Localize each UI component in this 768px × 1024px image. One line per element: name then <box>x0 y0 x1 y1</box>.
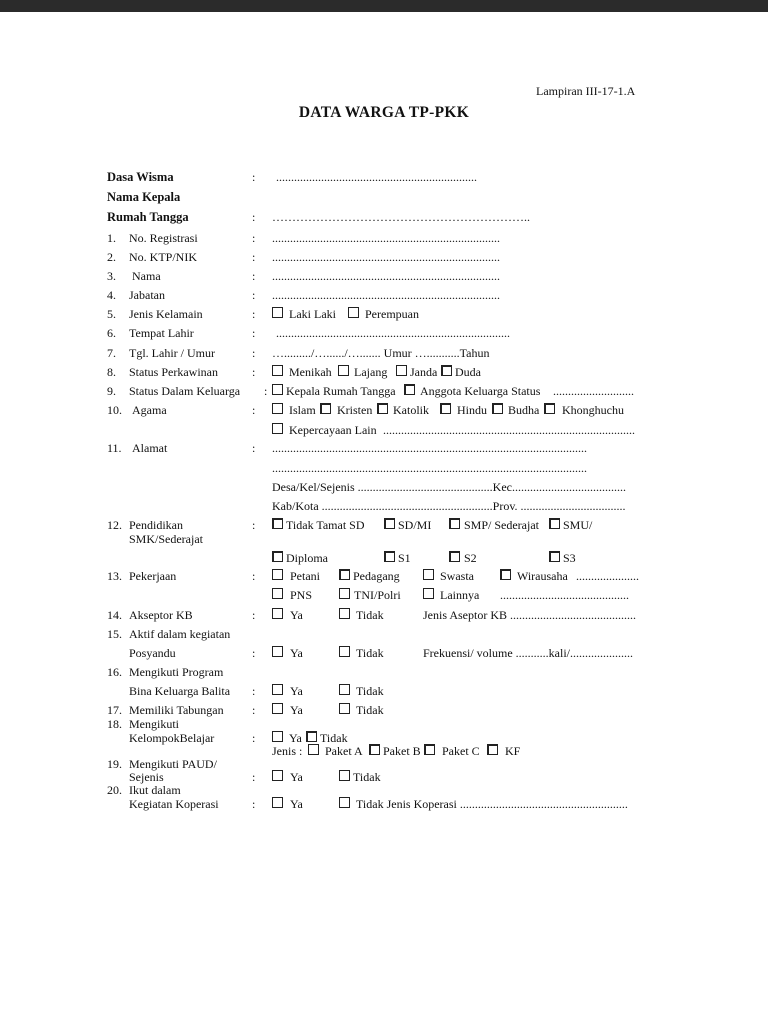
colon: : <box>252 365 256 379</box>
label-ikut-dalam: Ikut dalam <box>129 783 181 797</box>
option-label: Khonghuchu <box>562 403 624 417</box>
tidak-tamat-sd-checkbox[interactable] <box>272 518 283 529</box>
option-label: Kristen <box>337 403 373 417</box>
item-number: 3. <box>107 269 116 283</box>
item-number: 16. <box>107 665 122 679</box>
label-agama: Agama <box>132 403 167 417</box>
jenis-label: Jenis : <box>272 744 303 758</box>
item-number: 13. <box>107 569 122 583</box>
perempuan-checkbox[interactable] <box>348 307 359 318</box>
item-number: 9. <box>107 384 116 398</box>
option-label: Menikah <box>289 365 332 379</box>
colon: : <box>252 403 256 417</box>
page-title: DATA WARGA TP-PKK <box>298 104 470 121</box>
tabungan-ya-checkbox[interactable] <box>272 703 283 714</box>
colon: : <box>252 170 256 184</box>
colon: : <box>252 250 256 264</box>
colon: : <box>252 210 256 224</box>
option-label: Tidak <box>356 646 384 660</box>
tabungan-tidak-checkbox[interactable] <box>339 703 350 714</box>
posyandu-ya-checkbox[interactable] <box>272 646 283 657</box>
s3-checkbox[interactable] <box>549 551 560 562</box>
paud-tidak-checkbox[interactable] <box>339 770 350 781</box>
colon: : <box>252 569 256 583</box>
option-label: Janda <box>410 365 438 379</box>
option-label: PNS <box>290 588 313 602</box>
kab-prov-field[interactable]: Kab/Kota .........................................................Prov. ................................... <box>272 499 626 513</box>
colon: : <box>252 703 256 717</box>
option-label: S1 <box>398 551 411 565</box>
akseptor-ya-checkbox[interactable] <box>272 608 283 619</box>
option-label: Swasta <box>440 569 474 583</box>
item-number: 4. <box>107 288 116 302</box>
option-label: SD/MI <box>398 518 432 532</box>
item-number: 10. <box>107 403 122 417</box>
colon: : <box>252 269 256 283</box>
option-label: Lajang <box>354 365 388 379</box>
option-label: SMP/ Sederajat <box>464 518 539 532</box>
janda-checkbox-box[interactable] <box>396 365 407 376</box>
option-label: TNI/Polri <box>354 588 401 602</box>
paket-c-checkbox[interactable] <box>424 744 435 755</box>
option-label: Tidak <box>353 770 381 784</box>
islam-checkbox[interactable] <box>272 403 283 414</box>
alamat-line-2-field[interactable]: ......................................................................................................... <box>272 461 587 475</box>
duda-checkbox[interactable] <box>441 365 452 376</box>
item-number: 18. <box>107 717 122 731</box>
item-number: 8. <box>107 365 116 379</box>
label-posyandu: Posyandu <box>129 646 176 660</box>
label-no-registrasi: No. Registrasi <box>129 231 198 245</box>
alamat-line-1-field[interactable]: ......................................................................................................... <box>272 441 587 455</box>
label-pendidikan: Pendidikan <box>129 518 183 532</box>
item-number: 17. <box>107 703 122 717</box>
no-registrasi-field[interactable]: ............................................................................ <box>272 231 500 245</box>
colon: : <box>252 326 256 340</box>
option-label: Ya <box>290 797 303 811</box>
colon: : <box>252 231 256 245</box>
diploma-checkbox[interactable] <box>272 551 283 562</box>
colon: : <box>252 346 256 360</box>
option-label: Anggota Keluarga Status <box>420 384 541 398</box>
option-label: Kepala Rumah Tangga <box>286 384 396 398</box>
label-tempat-lahir: Tempat Lahir <box>129 326 194 340</box>
kelompok-ya-checkbox[interactable] <box>272 731 283 742</box>
option-label: Ya <box>290 770 303 784</box>
pedagang-checkbox[interactable] <box>339 569 350 580</box>
label-memiliki-tabungan: Memiliki Tabungan <box>129 703 224 717</box>
option-label: KF <box>505 744 521 758</box>
item-number: 20. <box>107 783 122 797</box>
label-status-perkawinan: Status Perkawinan <box>129 365 218 379</box>
label-aktif-kegiatan: Aktif dalam kegiatan <box>129 627 231 641</box>
lajang-checkbox[interactable] <box>338 365 349 376</box>
koperasi-ya-checkbox[interactable] <box>272 797 283 808</box>
item-number: 1. <box>107 231 116 245</box>
option-label: Pedagang <box>353 569 400 583</box>
paud-ya-checkbox[interactable] <box>272 770 283 781</box>
colon: : <box>264 384 268 398</box>
option-label: S3 <box>563 551 576 565</box>
swasta-checkbox[interactable] <box>423 569 434 580</box>
jenis-akseptor-field[interactable]: Jenis Aseptor KB .......................................... <box>423 608 636 622</box>
option-label: Ya <box>289 731 302 745</box>
wirausaha-checkbox[interactable] <box>500 569 511 580</box>
bkb-tidak-checkbox[interactable] <box>339 684 350 695</box>
label-kegiatan-koperasi: Kegiatan Koperasi <box>129 797 219 811</box>
label-akseptor-kb: Akseptor KB <box>129 608 193 622</box>
akseptor-tidak-checkbox[interactable] <box>339 608 350 619</box>
dasa-wisma-field[interactable]: ................................................................... <box>276 170 477 184</box>
paket-a-checkbox[interactable] <box>308 744 319 755</box>
colon: : <box>252 608 256 622</box>
option-label: Budha <box>508 403 540 417</box>
item-number: 19. <box>107 757 122 771</box>
option-label: Petani <box>290 569 320 583</box>
label-rumah-tangga: Rumah Tangga <box>107 210 189 224</box>
label-mengikuti: Mengikuti <box>129 717 179 731</box>
katolik-checkbox[interactable] <box>377 403 388 414</box>
tgl-lahir-umur-field[interactable]: …........./…....../…....... Umur …...........Tahun <box>272 346 490 360</box>
label-nama: Nama <box>132 269 161 283</box>
desa-kec-field[interactable]: Desa/Kel/Sejenis .............................................Kec...................................... <box>272 480 626 494</box>
option-label: Wirausaha <box>517 569 568 583</box>
option-label: Ya <box>290 684 303 698</box>
option-label: Tidak <box>356 703 384 717</box>
frekuensi-field[interactable]: Frekuensi/ volume ...........kali/..................... <box>423 646 633 660</box>
colon: : <box>252 684 256 698</box>
colon: : <box>252 731 256 745</box>
colon: : <box>252 797 256 811</box>
item-number: 7. <box>107 346 116 360</box>
jabatan-field[interactable]: ............................................................................ <box>272 288 500 302</box>
petani-checkbox[interactable] <box>272 569 283 580</box>
item-number: 11. <box>107 441 122 455</box>
status-keluarga-field[interactable]: ........................... <box>553 384 634 398</box>
option-label: Katolik <box>393 403 429 417</box>
tni-polri-checkbox[interactable] <box>339 588 350 599</box>
s2-checkbox[interactable] <box>449 551 460 562</box>
hindu-checkbox[interactable] <box>440 403 451 414</box>
colon: : <box>252 518 256 532</box>
colon: : <box>252 307 256 321</box>
colon: : <box>252 441 256 455</box>
kepala-rumah-tangga-checkbox[interactable] <box>272 384 283 395</box>
option-label: Perempuan <box>365 307 419 321</box>
kf-checkbox[interactable] <box>487 744 498 755</box>
tempat-lahir-field[interactable]: .............................................................................. <box>276 326 510 340</box>
label-mengikuti-paud: Mengikuti PAUD/ <box>129 757 217 771</box>
option-label: Ya <box>290 703 303 717</box>
s1-checkbox[interactable] <box>384 551 395 562</box>
option-label: Kepercayaan Lain <box>289 423 377 437</box>
item-number: 14. <box>107 608 122 622</box>
item-number: 5. <box>107 307 116 321</box>
item-number: 12. <box>107 518 122 532</box>
option-label: Duda <box>455 365 481 379</box>
colon: : <box>252 288 256 302</box>
rumah-tangga-field[interactable]: ……………………………………………………….. <box>272 210 530 224</box>
item-number: 15. <box>107 627 122 641</box>
option-label: Tidak <box>356 608 384 622</box>
label-tgl-lahir: Tgl. Lahir / Umur <box>129 346 215 360</box>
label-kelompok-belajar: KelompokBelajar <box>129 731 215 745</box>
label-no-ktp: No. KTP/NIK <box>129 250 197 264</box>
smp-checkbox[interactable] <box>449 518 460 529</box>
label-status-keluarga: Status Dalam Keluarga <box>129 384 241 398</box>
option-label: Ya <box>290 646 303 660</box>
option-label: Lainnya <box>440 588 480 602</box>
option-label: Diploma <box>286 551 328 565</box>
lainnya-field[interactable]: ........................................... <box>500 588 629 602</box>
option-label: Paket B <box>383 744 421 758</box>
label-jenis-kelamin: Jenis Kelamain <box>129 307 203 321</box>
kepercayaan-lain-checkbox[interactable] <box>272 423 283 434</box>
lainnya-checkbox[interactable] <box>423 588 434 599</box>
menikah-checkbox[interactable] <box>272 365 283 376</box>
paket-b-checkbox[interactable] <box>369 744 380 755</box>
nama-field[interactable]: ............................................................................ <box>272 269 500 283</box>
jenis-koperasi-field[interactable]: Tidak Jenis Koperasi ........................................................ <box>356 797 628 811</box>
label-nama-kepala: Nama Kepala <box>107 190 181 204</box>
option-label: Tidak <box>320 731 348 745</box>
label-jabatan: Jabatan <box>129 288 165 302</box>
option-label: S2 <box>464 551 477 565</box>
option-label: Tidak Tamat SD <box>286 518 365 532</box>
item-number: 2. <box>107 250 116 264</box>
koperasi-tidak-checkbox[interactable] <box>339 797 350 808</box>
viewer-top-bar <box>0 0 768 12</box>
option-label: Ya <box>290 608 303 622</box>
label-dasa-wisma: Dasa Wisma <box>107 170 174 184</box>
kelompok-tidak-checkbox[interactable] <box>306 731 317 742</box>
no-ktp-field[interactable]: ............................................................................ <box>272 250 500 264</box>
kepercayaan-lain-field[interactable]: .................................................................................... <box>383 423 635 437</box>
bkb-ya-checkbox[interactable] <box>272 684 283 695</box>
label-pekerjaan: Pekerjaan <box>129 569 177 583</box>
colon: : <box>252 646 256 660</box>
label-alamat: Alamat <box>132 441 168 455</box>
laki-laki-checkbox[interactable] <box>272 307 283 318</box>
option-label: Hindu <box>457 403 487 417</box>
sd-mi-checkbox[interactable] <box>384 518 395 529</box>
option-label: Laki Laki <box>289 307 336 321</box>
colon: : <box>252 770 256 784</box>
label-mengikuti-program: Mengikuti Program <box>129 665 224 679</box>
wirausaha-field[interactable]: ..................... <box>576 569 639 583</box>
posyandu-tidak-checkbox[interactable] <box>339 646 350 657</box>
label-sejenis: Sejenis <box>129 770 164 784</box>
kristen-checkbox[interactable] <box>320 403 331 414</box>
option-label: SMU/ <box>563 518 593 532</box>
budha-checkbox[interactable] <box>492 403 503 414</box>
label-bina-keluarga-balita: Bina Keluarga Balita <box>129 684 231 698</box>
option-label: Paket A <box>325 744 363 758</box>
item-number: 6. <box>107 326 116 340</box>
option-label: Paket C <box>442 744 480 758</box>
option-label: Islam <box>289 403 316 417</box>
pns-checkbox[interactable] <box>272 588 283 599</box>
khonghucu-checkbox[interactable] <box>544 403 555 414</box>
anggota-keluarga-checkbox[interactable] <box>404 384 415 395</box>
smu-checkbox[interactable] <box>549 518 560 529</box>
option-label: Tidak <box>356 684 384 698</box>
reference-code: Lampiran III-17-1.A <box>536 84 636 98</box>
label-pendidikan-sub: SMK/Sederajat <box>129 532 203 546</box>
